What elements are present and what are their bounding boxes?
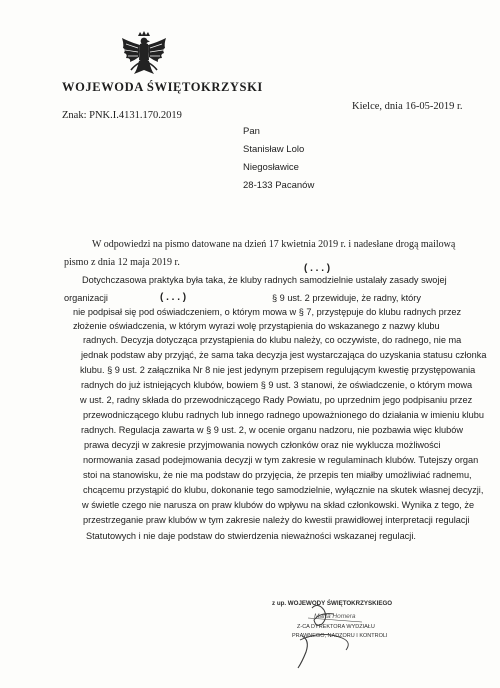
body-line-15: normowania zasad podejmowania decyzji w tym zakresie w regulaminach klubów. Tutejszy organ <box>83 455 479 465</box>
body-line-4: organizacji <box>64 293 108 303</box>
body-line-19: przestrzeganie praw klubów w tym zakresie należy do kwestii prawidłowej interpretacji regulacji <box>83 515 470 525</box>
stamp-position: Z-CA DYREKTORA WYDZIAŁU <box>297 624 375 630</box>
issuer-title: WOJEWODA ŚWIĘTOKRZYSKI <box>62 80 263 94</box>
body-line-2: pismo z dnia 12 maja 2019 r. <box>64 257 180 268</box>
body-line-7: radnych. Decyzja dotycząca przystąpienia do klubu należy, co oczywiste, do radnego, nie ma <box>83 335 462 345</box>
handwritten-signature-icon <box>272 600 402 670</box>
body-line-14: prawa decyzji w zakresie przyjmowania nowych członków oraz nie wyklucza możliwości <box>84 440 441 450</box>
place-date: Kielce, dnia 16-05-2019 r. <box>352 101 463 112</box>
body-line-12: przewodniczącego klubu radnych lub innego radnego upoważnionego do działania w imieniu klubu <box>83 410 484 420</box>
body-line-16: stoi na stanowisku, że nie ma podstaw do przyjęcia, że przepis ten miałby umożliwiać radnemu, <box>83 470 472 480</box>
body-line-17: chcącemu przystąpić do klubu, dokonanie tego samodzielnie, wyłącznie na skutek własnej decyzji, <box>83 485 484 495</box>
recipient-postal: 28-133 Pacanów <box>243 180 315 191</box>
recipient-town: Niegosławice <box>243 162 299 173</box>
stamp-signatory-name: Marta Homera <box>314 613 356 620</box>
body-line-20: Statutowych i nie daje podstaw do stwierdzenia nieważności wskazanej regulacji. <box>86 531 416 541</box>
reference-number: Znak: PNK.I.4131.170.2019 <box>62 110 182 121</box>
recipient-salutation: Pan <box>243 126 260 137</box>
ellipsis-1: ( . . . ) <box>304 263 331 274</box>
body-line-5: nie podpisał się pod oświadczeniem, o którym mowa w § 7, przystępuje do klubu radnych przez <box>73 307 462 317</box>
eagle-emblem-icon <box>118 30 170 82</box>
body-line-11: w ust. 2, radny składa do przewodniczącego Rady Powiatu, po uprzednim jego podpisaniu przez <box>80 395 473 405</box>
body-line-1: W odpowiedzi na pismo datowane na dzień 17 kwietnia 2019 r. i nadesłane drogą mailową <box>92 239 456 250</box>
recipient-name: Stanisław Lolo <box>243 144 305 155</box>
body-line-18: w świetle czego nie narusza on praw klubów do wpływu na skład członkowski. Wynika z tego, że <box>82 500 475 510</box>
body-line-9: klubu. § 9 ust. 2 załącznika Nr 8 nie jest jedynym przepisem regulującym kwestię przystępowania <box>80 365 476 375</box>
stamp-department: PRAWNEGO, NADZORU I KONTROLI <box>292 633 388 639</box>
body-line-10: radnych do już istniejących klubów, bowiem § 9 ust. 3 stanowi, że oświadczenie, o którym mowa <box>81 380 473 390</box>
ellipsis-2: ( . . . ) <box>160 292 187 303</box>
body-line-8: jednak podstaw aby przyjąć, że sama taka decyzja jest wystarczająca do uzyskania statusu członka <box>81 350 487 360</box>
body-line-4b: § 9 ust. 2 przewiduje, że radny, który <box>272 293 421 303</box>
body-line-6: złożenie oświadczenia, w którym wyrazi wolę przystąpienia do wskazanego z nazwy klubu <box>73 321 440 331</box>
body-line-3: Dotychczasowa praktyka była taka, że kluby radnych samodzielnie ustalały zasady swojej <box>82 275 447 285</box>
body-line-13: radnych. Regulacja zawarta w § 9 ust. 2, w ocenie organu nadzoru, nie pozbawia więc klubów <box>81 425 464 435</box>
stamp-authority: z up. WOJEWODY ŚWIĘTOKRZYSKIEGO <box>272 600 393 607</box>
